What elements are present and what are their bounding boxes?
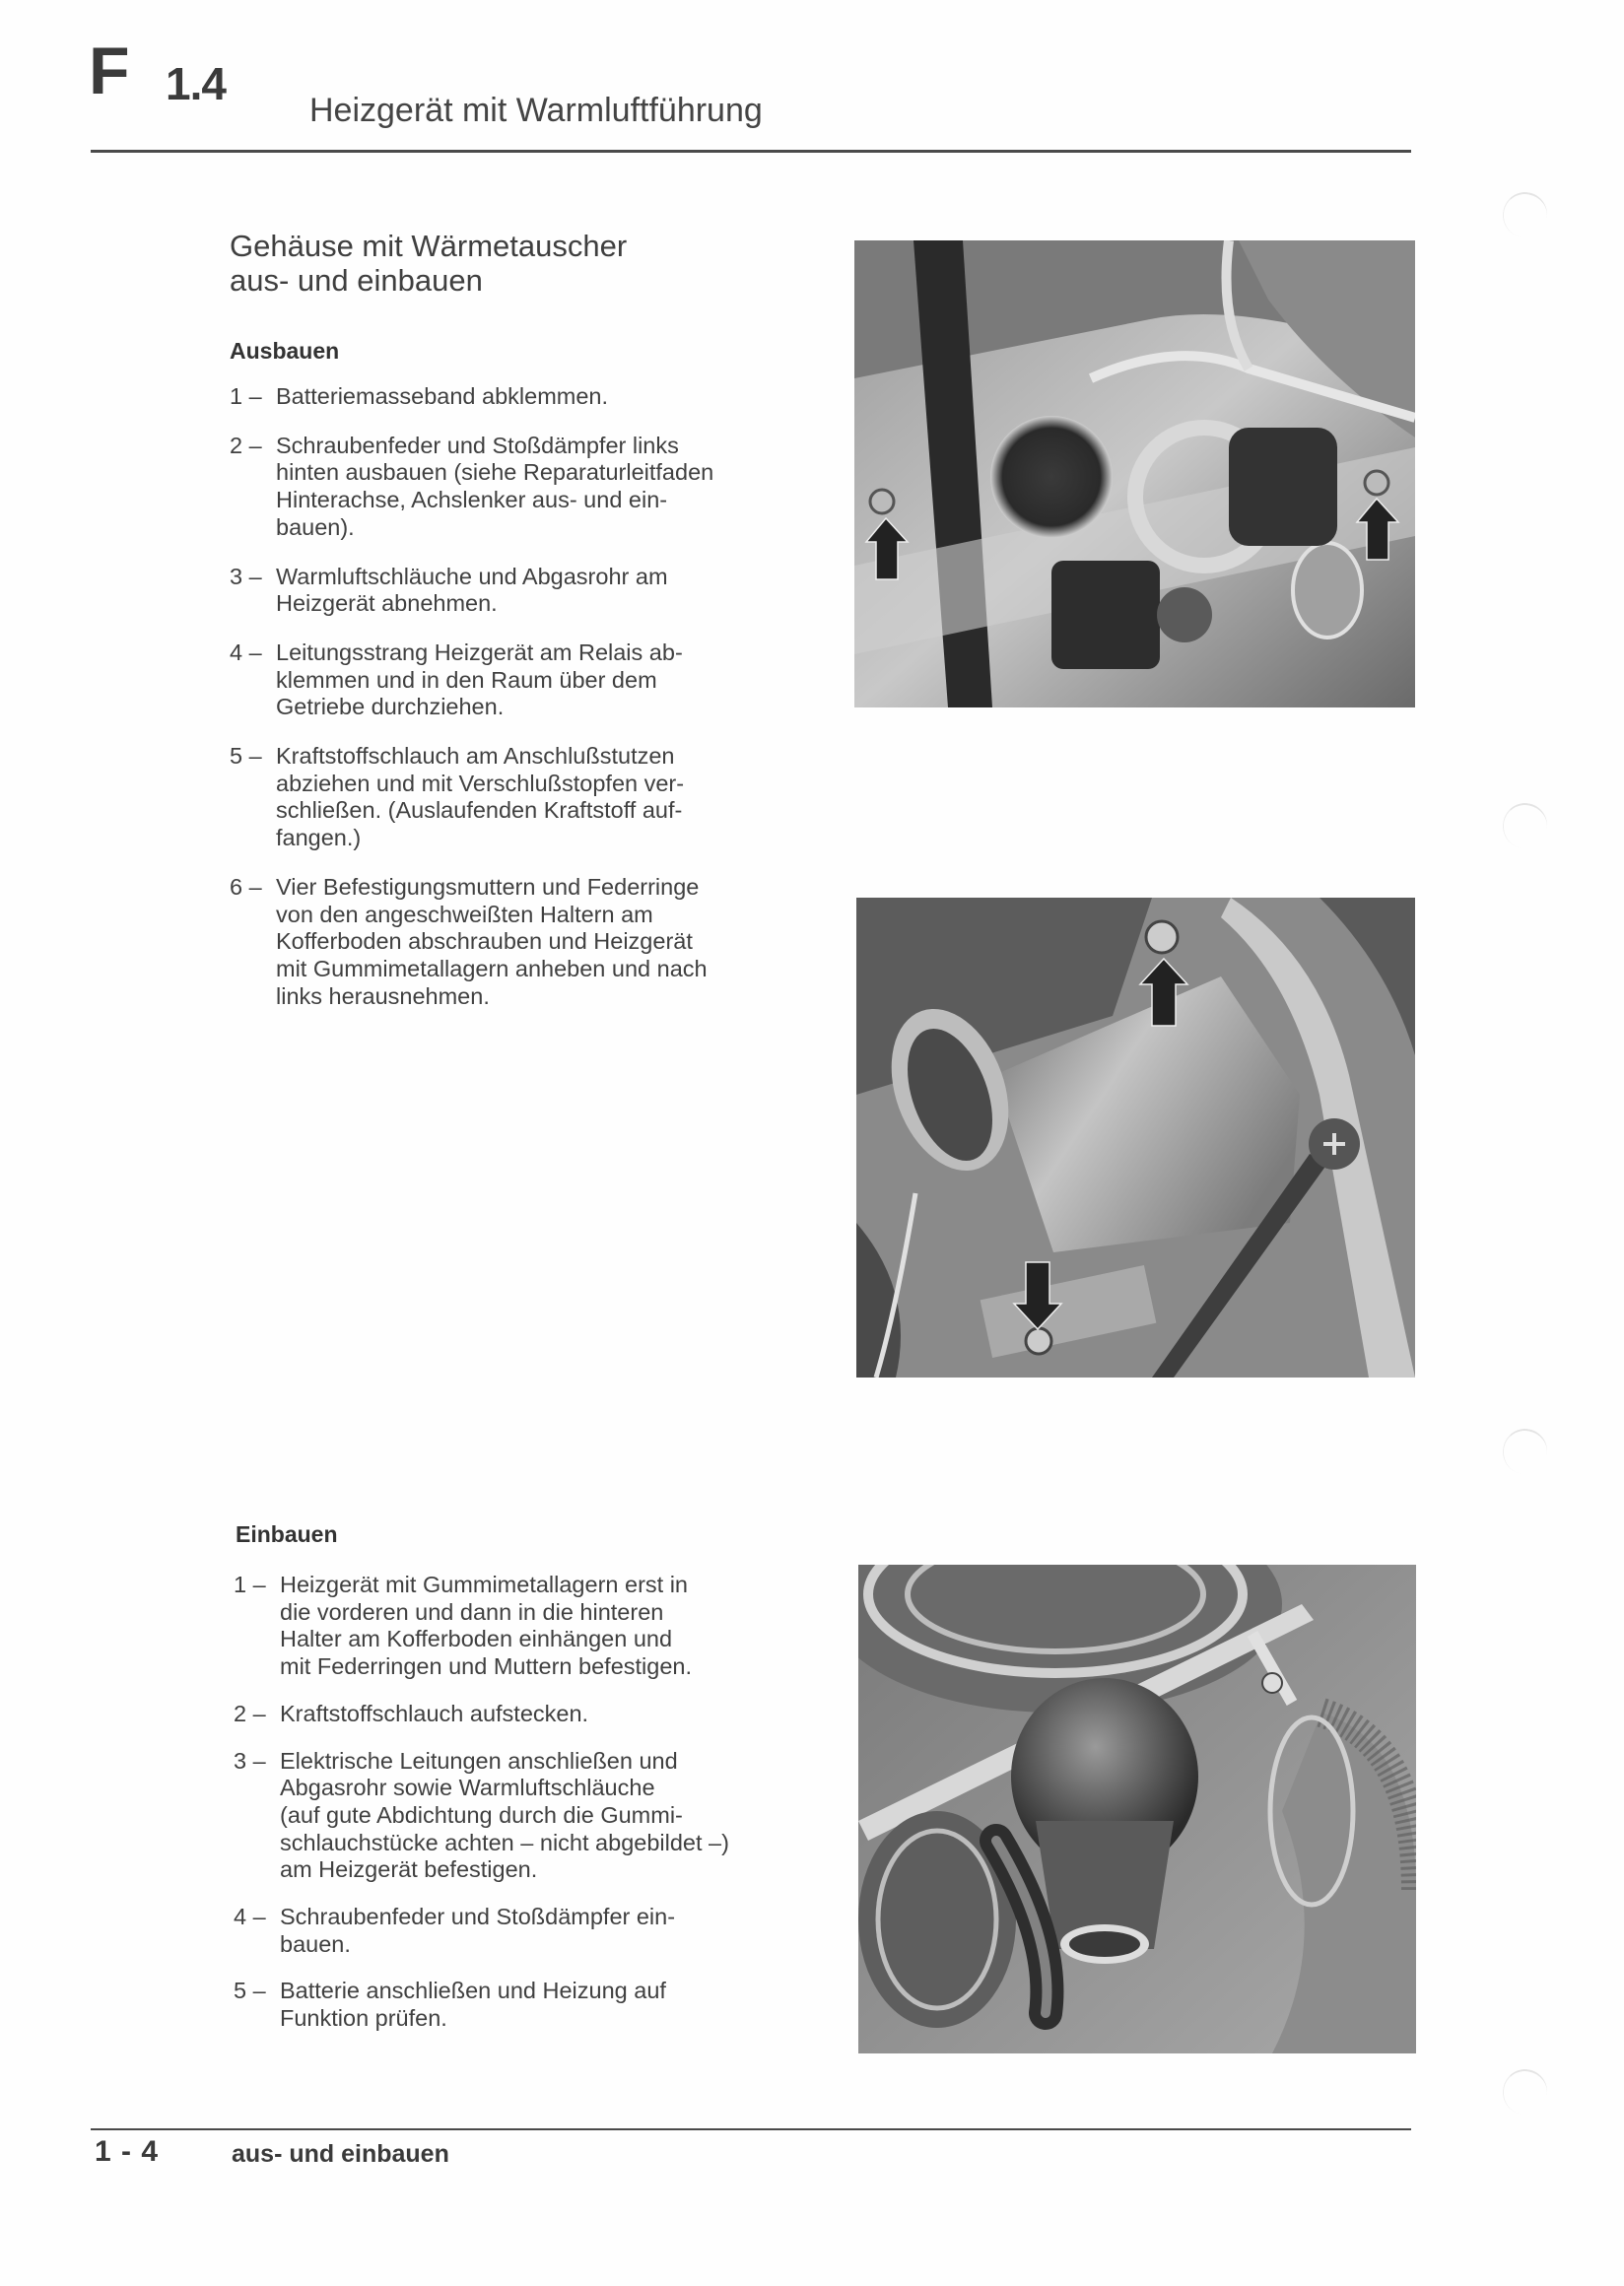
step-text: Vier Befestigungsmuttern und Federringe von den angeschweißten Haltern am Kofferboden abschrauben und Heizgerät mit Gummimetallagern anheben und nach links herausnehmen. xyxy=(276,873,708,1009)
step-number: 2 – xyxy=(230,432,262,458)
step-number: 4 – xyxy=(234,1904,266,1930)
step-text: Heizgerät mit Gummimetallagern erst in die vorderen und dann in die hinteren Halter am Kofferboden einhängen und mit Federringen und Muttern befestigen. xyxy=(280,1572,693,1680)
removal-heading: Ausbauen xyxy=(230,338,340,364)
punch-hole-mark xyxy=(1499,188,1550,240)
footer-title: aus- und einbauen xyxy=(232,2140,449,2168)
step-text: Kraftstoffschlauch aufstecken. xyxy=(280,1700,589,1726)
photo-3-image xyxy=(858,1565,1416,2053)
step-text: Kraftstoffschlauch am Anschlußstutzen abziehen und mit Verschlußstopfen ver- schließen. (Auslaufenden Kraftstoff auf- fangen.) xyxy=(276,743,685,851)
step-number: 1 – xyxy=(234,1572,266,1597)
installation-step xyxy=(234,1978,815,2032)
step-number: 5 – xyxy=(234,1978,266,2004)
punch-hole-mark xyxy=(1499,2065,1550,2118)
step-number: 1 – xyxy=(230,383,262,409)
step-number: 4 – xyxy=(230,639,262,665)
installation-step xyxy=(234,1748,815,1885)
page-number: 1 - 4 xyxy=(95,2135,160,2168)
punch-hole-mark xyxy=(1499,1425,1550,1477)
photo-heat-exchanger xyxy=(856,898,1415,1378)
section-title-line1: Gehäuse mit Wärmetauscher xyxy=(230,229,628,263)
installation-steps xyxy=(234,1572,815,2052)
footer-rule xyxy=(91,2128,1411,2130)
section-number: 1.4 xyxy=(166,58,226,109)
removal-step xyxy=(230,383,811,411)
removal-steps xyxy=(230,383,811,1032)
step-number: 3 – xyxy=(230,563,262,589)
removal-step xyxy=(230,743,811,852)
step-text: Schraubenfeder und Stoßdämpfer ein- bauen. xyxy=(280,1904,676,1957)
step-text: Schraubenfeder und Stoßdämpfer links hinten ausbauen (siehe Reparaturleitfaden Hinterachse, Achslenker aus- und ein- bauen). xyxy=(276,432,714,540)
step-number: 2 – xyxy=(234,1700,266,1726)
installation-step xyxy=(234,1572,815,1681)
installation-heading: Einbauen xyxy=(236,1521,338,1547)
installation-step xyxy=(234,1904,815,1958)
step-text: Batteriemasseband abklemmen. xyxy=(276,383,609,409)
removal-step xyxy=(230,564,811,618)
removal-step xyxy=(230,433,811,542)
section-title xyxy=(230,229,627,298)
step-text: Warmluftschläuche und Abgasrohr am Heizgerät abnehmen. xyxy=(276,563,668,617)
step-text: Batterie anschließen und Heizung auf Funktion prüfen. xyxy=(280,1978,666,2032)
chapter-letter: F xyxy=(89,34,129,108)
page-title: Heizgerät mit Warmluftführung xyxy=(309,92,763,129)
photo-1-image xyxy=(854,240,1415,707)
punch-hole-mark xyxy=(1499,799,1550,851)
step-text: Leitungsstrang Heizgerät am Relais ab- klemmen und in den Raum über dem Getriebe durchziehen. xyxy=(276,639,683,720)
section-title-line2: aus- und einbauen xyxy=(230,263,483,298)
step-number: 3 – xyxy=(234,1747,266,1774)
photo-heater-installed xyxy=(858,1565,1416,2053)
photo-2-image xyxy=(856,898,1415,1378)
step-text: Elektrische Leitungen anschließen und Abgasrohr sowie Warmluftschläuche (auf gute Abdichtung durch die Gummi- schlauchstücke achten – nicht abgebildet –) am Heizgerät befestigen. xyxy=(280,1747,729,1883)
installation-step xyxy=(234,1701,815,1728)
photo-heater-removal xyxy=(854,240,1415,707)
step-number: 6 – xyxy=(230,873,262,900)
removal-step xyxy=(230,874,811,1011)
removal-step xyxy=(230,639,811,721)
step-number: 5 – xyxy=(230,743,262,770)
header-rule xyxy=(91,150,1411,153)
